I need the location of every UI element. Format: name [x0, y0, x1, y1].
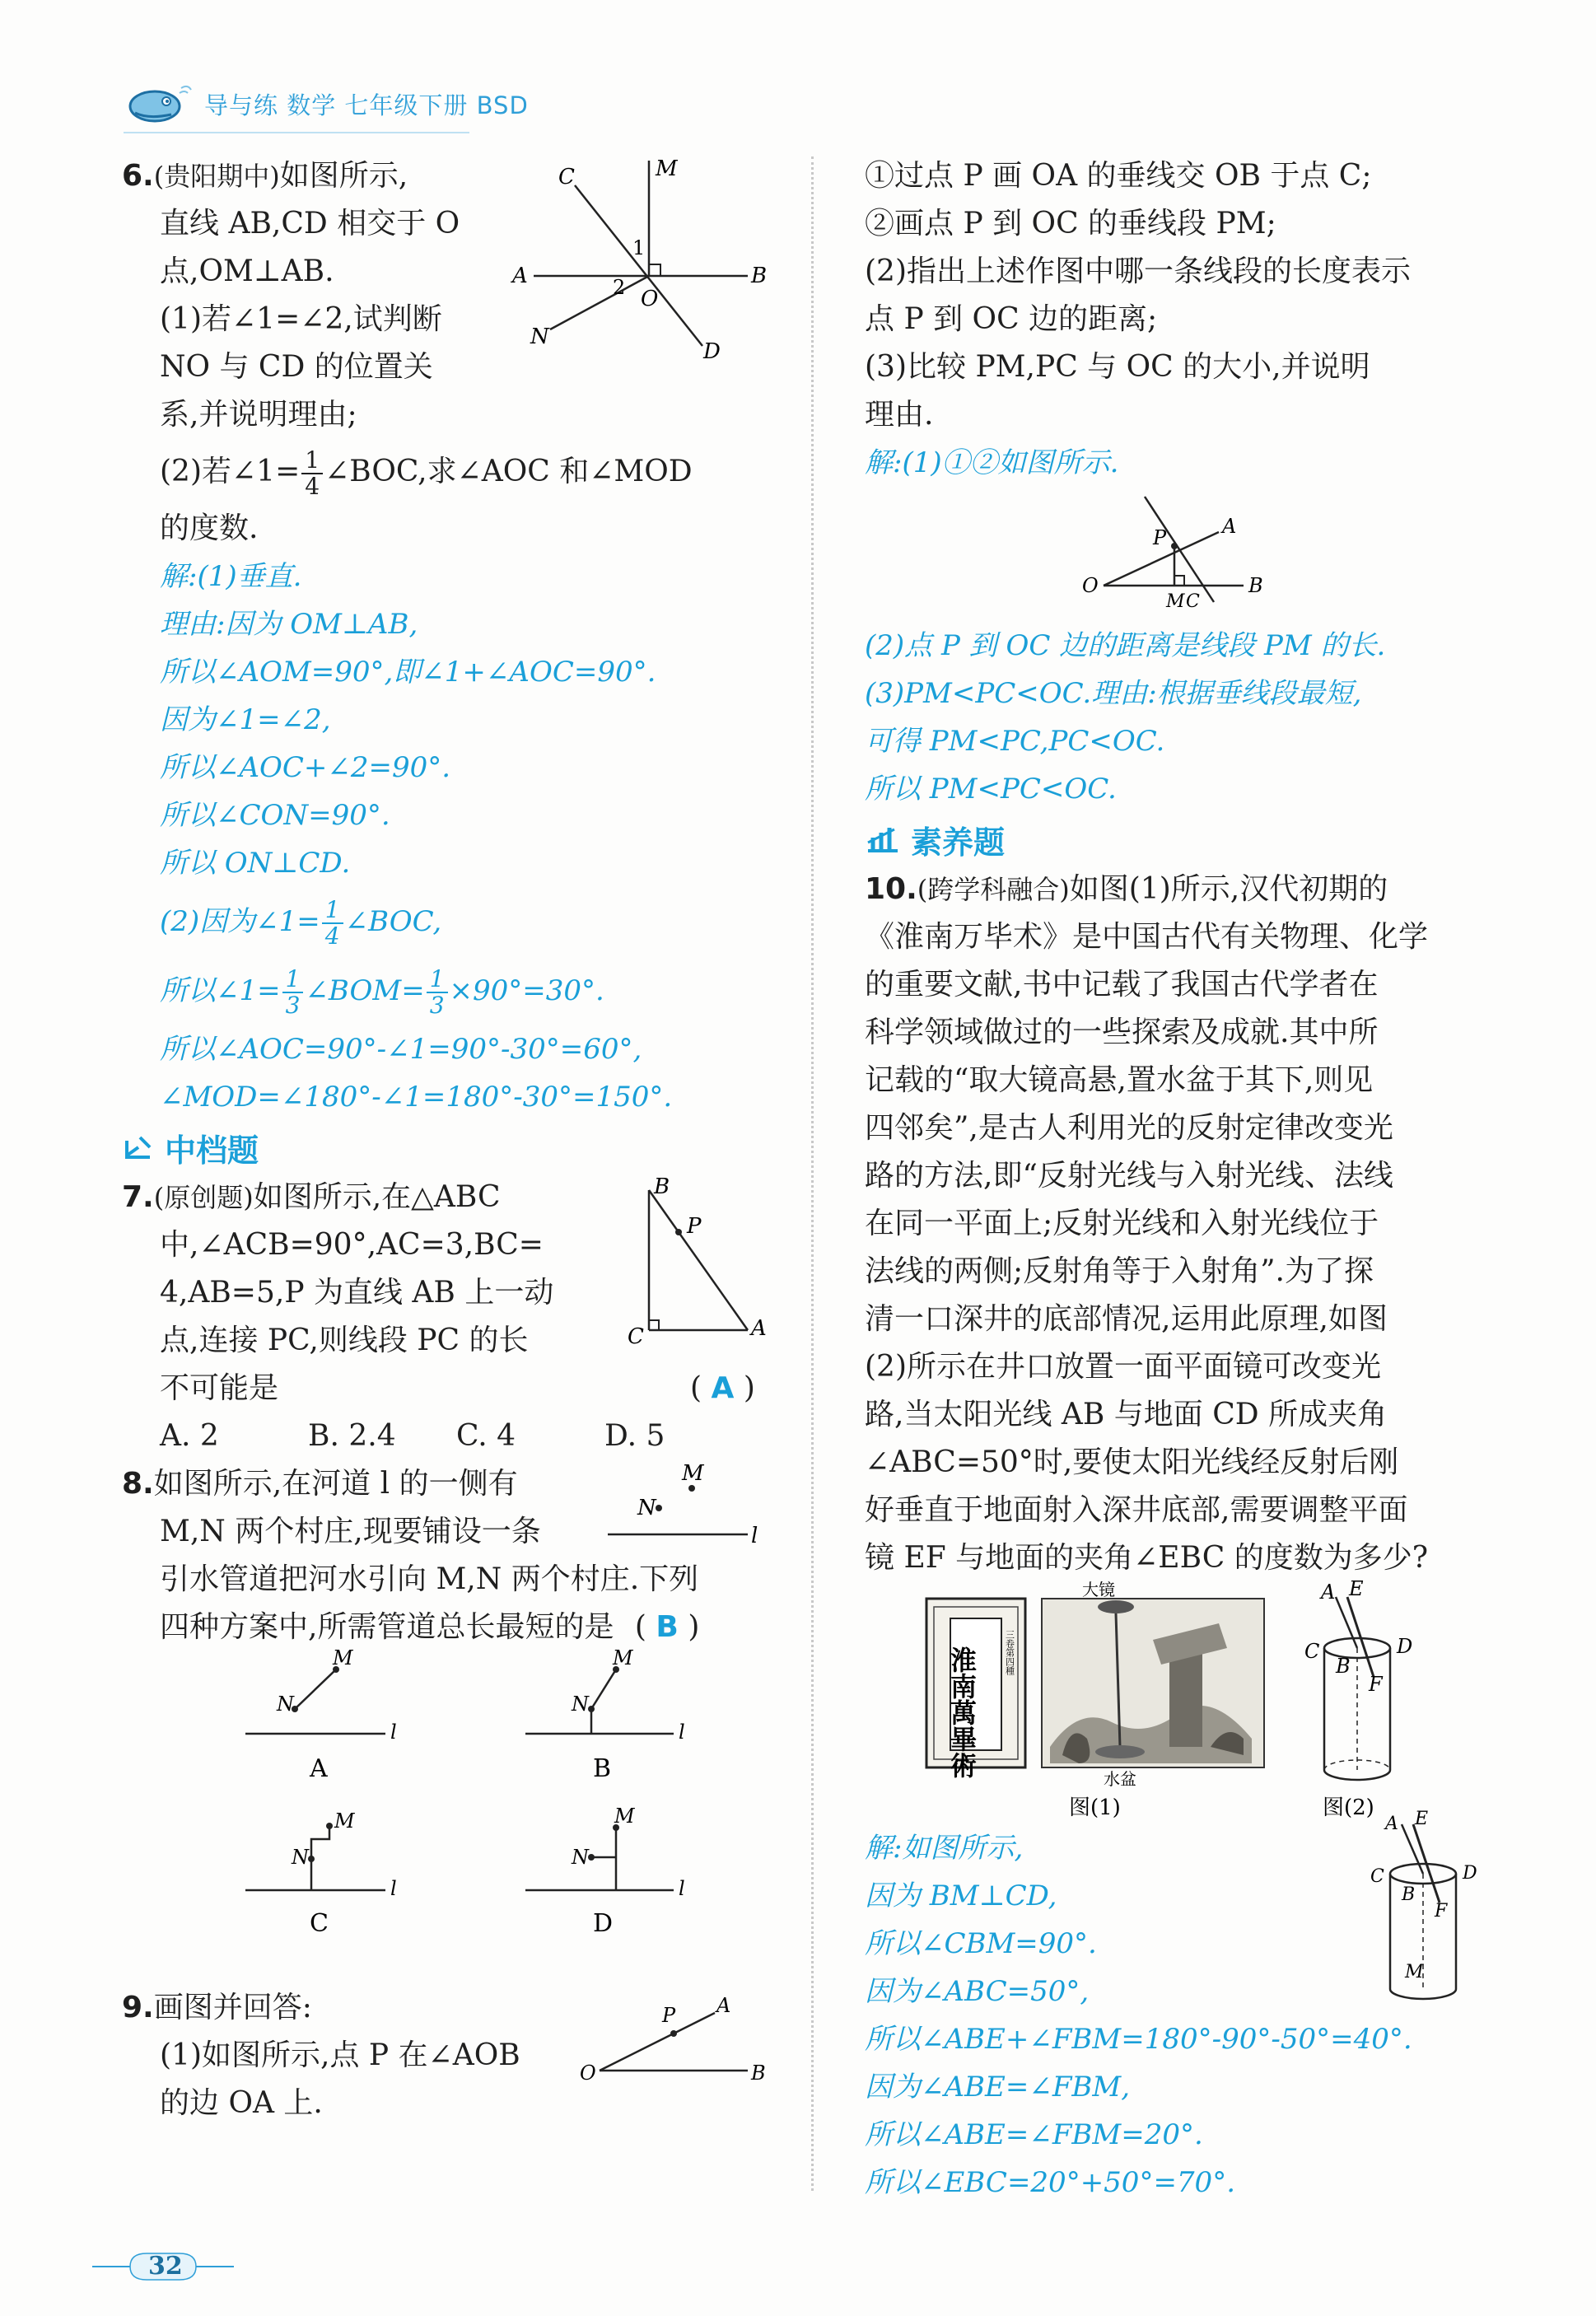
fraction: $\frac{1}{3}$ — [282, 967, 304, 1018]
label-n: N — [637, 1496, 656, 1520]
answer-line: (2)因为∠1= $\frac{1}{4}$ ∠BOC, — [160, 896, 442, 950]
label-c: C — [558, 165, 575, 189]
basin-label: 水盆 — [1104, 1769, 1136, 1789]
question-text-line: 路的方法,即“反射光线与入射光线、法线 — [865, 1159, 1393, 1193]
dinosaur-logo-icon — [124, 82, 193, 126]
question-text-line: (2)指出上述作图中哪一条线段的长度表示 — [865, 254, 1411, 288]
svg-text:l: l — [390, 1877, 397, 1900]
right-angle-mark — [649, 264, 660, 276]
question-text-line: 的度数. — [160, 511, 259, 545]
question-number: 6. — [122, 159, 154, 193]
question-6 — [122, 152, 797, 553]
svg-text:M: M — [1166, 591, 1185, 612]
answer-line: 所以∠CBM=90°. — [865, 1927, 1097, 1960]
svg-text:M: M — [334, 1809, 355, 1833]
option-a: A. 2 — [160, 1419, 219, 1453]
answer-line: (2)点 P 到 OC 边的距离是线段 PM 的长. — [865, 629, 1386, 662]
point-p — [670, 2030, 677, 2037]
label-o: O — [641, 287, 659, 311]
q8-figure — [600, 1460, 764, 1551]
svg-text:C: C — [1186, 591, 1200, 612]
svg-text:N: N — [572, 1846, 589, 1869]
column-divider — [811, 156, 814, 2191]
q10-figures — [865, 1577, 1499, 1821]
page-number: 32 — [148, 2252, 183, 2281]
question-9-continued — [865, 152, 1499, 439]
question-number: 9. — [122, 1991, 154, 2024]
label-b: B — [654, 1174, 670, 1199]
question-text-line: ①过点 P 画 OA 的垂线交 OB 于点 C; — [865, 159, 1372, 193]
question-text-line: 科学领域做过的一些探索及成就.其中所 — [865, 1016, 1379, 1049]
svg-text:C: C — [1370, 1866, 1384, 1887]
scheme-a — [245, 1646, 397, 1783]
answer-bracket: ( A ) — [690, 1371, 755, 1405]
question-source-tag: (贵阳期中) — [153, 161, 280, 192]
q6-figure — [501, 152, 768, 375]
option-c: C. 4 — [456, 1419, 516, 1453]
label-angle-2: 2 — [613, 276, 626, 299]
book-title-vertical: 淮南萬畢術 — [946, 1646, 978, 1778]
question-text-line: 4,AB=5,P 为直线 AB 上一动 — [160, 1276, 554, 1310]
question-text-line: 引水管道把河水引向 M,N 两个村庄.下列 — [160, 1562, 699, 1596]
answer-line: 所以∠AOM=90°,即∠1+∠AOC=90°. — [160, 656, 656, 689]
scheme-label-a: A — [310, 1754, 328, 1783]
fraction: $\frac{1}{4}$ — [301, 448, 323, 499]
svg-text:B: B — [1248, 574, 1263, 597]
question-number: 7. — [122, 1180, 154, 1214]
mirror-shape — [1098, 1600, 1134, 1613]
svg-text:E: E — [1415, 1809, 1429, 1829]
svg-text:三卷第四種: 三卷第四種 — [1004, 1630, 1015, 1675]
answer-line: 所以∠EBC=20°+50°=70°. — [865, 2166, 1236, 2199]
svg-text:B: B — [751, 2062, 766, 2085]
label-n: N — [530, 325, 549, 349]
svg-text:M: M — [613, 1646, 633, 1669]
question-text-line: 在同一平面上;反射光线和入射光线位于 — [865, 1207, 1379, 1240]
fraction: $\frac{1}{4}$ — [322, 898, 343, 949]
figure-1-caption: 图(1) — [1069, 1795, 1121, 1820]
side-ab — [649, 1190, 748, 1330]
ray-on — [550, 276, 649, 329]
answer-line: 所以∠AOC+∠2=90°. — [160, 751, 451, 784]
question-text-line: 路,当太阳光线 AB 与地面 CD 所成夹角 — [865, 1398, 1388, 1431]
question-text-line: (1)如图所示,点 P 在∠AOB — [160, 2038, 520, 2072]
svg-text:E: E — [1349, 1577, 1364, 1600]
answer-6 — [122, 553, 797, 1121]
svg-text:M: M — [333, 1646, 353, 1669]
answer-line: (3)PM<PC<OC.理由:根据垂线段最短, — [865, 677, 1362, 710]
answer-line: 所以∠AOC=90°-∠1=90°-30°=60°, — [160, 1033, 642, 1066]
question-source-tag: (跨学科融合) — [917, 874, 1070, 905]
question-text-line: 点,连接 PC,则线段 PC 的长 — [160, 1324, 529, 1357]
question-text-line: M,N 两个村庄,现要铺设一条 — [160, 1515, 541, 1548]
page-number-badge — [89, 2247, 237, 2288]
ancient-illustration — [1042, 1580, 1264, 1789]
label-m: M — [682, 1461, 704, 1486]
svg-text:M: M — [1405, 1962, 1424, 1982]
answer-line: 解:(1)①②如图所示. — [865, 446, 1119, 479]
svg-text:l: l — [679, 1877, 685, 1900]
svg-text:A: A — [716, 1994, 731, 2017]
svg-text:l: l — [679, 1721, 685, 1744]
q9-answer-figure — [865, 487, 1499, 619]
label-a: A — [512, 264, 528, 288]
answer-line: 所以 PM<PC<OC. — [865, 773, 1117, 805]
question-number: 8. — [122, 1467, 154, 1501]
question-text-line: 四邻矣”,是古人利用光的反射定律改变光 — [865, 1111, 1393, 1145]
option-d: D. 5 — [604, 1419, 665, 1453]
pencil-check-icon — [122, 1132, 155, 1162]
svg-text:N: N — [277, 1693, 294, 1716]
mirror-label: 大镜 — [1082, 1580, 1115, 1599]
answer-10 — [865, 1809, 1499, 2206]
section-title-mid: 中档题 — [122, 1121, 797, 1174]
svg-text:l: l — [390, 1721, 397, 1744]
svg-text:D: D — [1397, 1635, 1413, 1658]
question-text-line: 如图所示, — [279, 159, 408, 193]
svg-text:N: N — [572, 1693, 589, 1716]
question-text-line: (3)比较 PM,PC 与 OC 的大小,并说明 — [865, 350, 1370, 384]
answer-line: ∠MOD=∠180°-∠1=180°-30°=150°. — [160, 1081, 673, 1114]
question-number: 10. — [865, 872, 917, 906]
question-text-line: 理由. — [865, 398, 934, 432]
svg-text:A: A — [1385, 1814, 1398, 1834]
question-text-line: 的重要文献,书中记载了我国古代学者在 — [865, 968, 1379, 1002]
svg-text:C: C — [1304, 1640, 1320, 1663]
q8-scheme-figures — [122, 1646, 797, 1981]
question-text-line: NO 与 CD 的位置关 — [160, 350, 433, 384]
svg-text:B: B — [1402, 1884, 1416, 1905]
scheme-label-d: D — [593, 1909, 614, 1938]
svg-text:M: M — [614, 1805, 635, 1828]
question-9: 9.画图并回答: (1)如图所示,点 P 在∠AOB 的边 OA 上. P A O B — [122, 1984, 797, 2127]
option-b: B. 2.4 — [308, 1419, 396, 1453]
answer-line: 所以 ON⊥CD. — [160, 847, 351, 880]
question-text-line: 直线 AB,CD 相交于 O — [160, 207, 460, 240]
question-text-line: 清一口深井的底部情况,运用此原理,如图 — [865, 1302, 1388, 1336]
right-column — [865, 152, 1499, 2206]
header-rule — [124, 132, 469, 133]
question-text-line: 法线的两侧;反射角等于入射角”.为了探 — [865, 1254, 1374, 1288]
label-b: B — [751, 264, 768, 288]
answer-choice: B — [656, 1610, 679, 1644]
ray-oa — [600, 2013, 715, 2071]
page-header — [124, 79, 529, 128]
question-text-line: 的边 OA 上. — [160, 2086, 323, 2120]
label-p: P — [687, 1214, 702, 1239]
options-row — [122, 1412, 797, 1460]
svg-text:D: D — [1463, 1863, 1477, 1884]
label-l: l — [751, 1524, 758, 1548]
svg-text:B: B — [1336, 1655, 1351, 1678]
svg-text:A: A — [1321, 1581, 1336, 1604]
question-text-line: (2)所示在井口放置一面平面镜可改变光 — [865, 1350, 1381, 1384]
well-figure-2 — [1304, 1577, 1412, 1780]
svg-text:O: O — [1082, 574, 1099, 597]
section-title-top: 素养题 — [865, 813, 1499, 866]
answer-line: 所以∠ABE=∠FBM=20°. — [865, 2118, 1203, 2151]
answer-9 — [865, 439, 1499, 813]
right-angle-mark — [649, 1320, 659, 1330]
header-title: 导与练 数学 七年级下册 BSD — [204, 91, 529, 119]
question-text-line: 点 P 到 OC 边的距离; — [865, 302, 1158, 336]
question-text-line: 好垂直于地面射入深井底部,需要调整平面 — [865, 1493, 1408, 1527]
answer-line: 解:如图所示, — [865, 1832, 1024, 1865]
question-text-line: 点,OM⊥AB. — [160, 254, 334, 288]
question-source-tag: (原创题) — [153, 1182, 254, 1213]
point-p — [675, 1229, 682, 1235]
label-m: M — [656, 156, 678, 181]
scheme-d — [525, 1805, 685, 1938]
question-7: 7.(原创题)如图所示,在△ABC 中,∠ACB=90°,AC=3,BC= 4,AB=5,P 为直线 AB 上一动 点,连接 PC,则线段 PC 的长 不可能是 ( A ) A. 2 B. 2.4 C. 4 D. 5 B P C A — [122, 1174, 797, 1460]
question-text-line: 不可能是 ( A ) — [122, 1365, 797, 1412]
label-c: C — [628, 1324, 644, 1349]
label-a: A — [751, 1316, 767, 1341]
village-n — [656, 1505, 662, 1511]
answer-line: 所以∠ABE+∠FBM=180°-90°-50°=40°. — [865, 2023, 1412, 2056]
svg-text:P: P — [1153, 526, 1167, 549]
svg-text:O: O — [580, 2062, 596, 2085]
scheme-label-c: C — [310, 1909, 329, 1938]
answer-line: 所以∠1= $\frac{1}{3}$ ∠BOM= $\frac{1}{3}$ ×90°=30°. — [160, 965, 604, 1019]
figure-2-caption: 图(2) — [1323, 1795, 1374, 1820]
svg-text:F: F — [1435, 1901, 1448, 1921]
left-column — [122, 152, 797, 2127]
answer-line: 解:(1)垂直. — [160, 560, 302, 593]
q9-figure — [575, 1992, 772, 2091]
bars-arrow-icon — [865, 824, 901, 854]
scheme-label-b: B — [593, 1754, 612, 1783]
svg-text:N: N — [292, 1846, 309, 1869]
q10-answer-figure — [1342, 1809, 1499, 2014]
question-text-line: 镜 EF 与地面的夹角∠EBC 的度数为多少? — [865, 1541, 1429, 1575]
fraction: $\frac{1}{3}$ — [427, 967, 448, 1018]
basin-shape — [1095, 1745, 1145, 1758]
question-text-line: 系,并说明理由; — [160, 398, 357, 432]
answer-line: 因为 BM⊥CD, — [865, 1879, 1057, 1912]
question-text-line: ∠ABC=50°时,要使太阳光线经反射后刚 — [865, 1445, 1399, 1479]
q7-figure — [616, 1174, 767, 1363]
svg-text:A: A — [1222, 515, 1237, 538]
question-8: 8.如图所示,在河道 l 的一侧有 M,N 两个村庄,现要铺设一条 引水管道把河水引向 M,N 两个村庄.下列 四种方案中,所需管道总长最短的是 ( B ) M N l N M l A N M l B N M l C N M l D — [122, 1460, 797, 1984]
village-m — [688, 1485, 695, 1492]
answer-line: 所以∠CON=90°. — [160, 799, 390, 832]
answer-line: 理由:因为 OM⊥AB, — [160, 608, 418, 641]
scheme-c — [245, 1809, 397, 1938]
answer-line: 因为∠ABE=∠FBM, — [865, 2071, 1131, 2104]
label-d: D — [703, 339, 721, 364]
question-text-line: ②画点 P 到 OC 的垂线段 PM; — [865, 207, 1276, 240]
question-text-line: 中,∠ACB=90°,AC=3,BC= — [160, 1228, 544, 1262]
answer-bracket: ( B ) — [634, 1610, 700, 1644]
line-cd — [575, 185, 702, 346]
answer-choice: A — [711, 1371, 735, 1405]
answer-line: 因为∠ABC=50°, — [865, 1975, 1090, 2008]
question-text-line: 记载的“取大镜高悬,置水盆于其下,则见 — [865, 1063, 1374, 1097]
question-10: 10.(跨学科融合)如图(1)所示,汉代初期的 《淮南万毕术》是中国古代有关物理、化学 的重要文献,书中记载了我国古代学者在 科学领域做过的一些探索及成就.其中所 记载的“取大镜高悬,置水盆于其下,则见 四邻矣”,是古人利用光的反射定律改变光 路的方法,即“反射光线与入射光线、法线 在同一平面上;反射光线和入射光线位于 法线的两侧;反射角等于入射角”.为了探 清一口深井的底部情况,运用此原理,如图 (2)所示在井口放置一面平面镜可改变光 路,当太阳光线 AB 与地面 CD 所成夹角 ∠ABC=50°时,要使太阳光线经反射后刚 好垂直于地面射入深井底部,需要调整平面 镜 EF 与地面的夹角∠EBC 的度数为多少? 三卷第四種 淮南萬畢術 大镜 水盆 图(1) A E C D B F 图(2) — [865, 866, 1499, 1824]
question-part-2: (2)若∠1= $\frac{1}{4}$ ∠BOC,求∠AOC 和∠MOD — [160, 446, 693, 500]
scheme-b — [525, 1646, 685, 1783]
question-text-line: 《淮南万毕术》是中国古代有关物理、化学 — [865, 920, 1429, 954]
label-angle-1: 1 — [632, 236, 646, 259]
question-text-line: (1)若∠1=∠2,试判断 — [160, 302, 442, 336]
answer-line: 因为∠1=∠2, — [160, 703, 331, 736]
question-text-line: 四种方案中,所需管道总长最短的是 ( B ) — [160, 1610, 700, 1644]
svg-text:P: P — [662, 2004, 676, 2027]
svg-text:F: F — [1369, 1673, 1383, 1696]
answer-line: 可得 PM<PC,PC<OC. — [865, 725, 1165, 758]
